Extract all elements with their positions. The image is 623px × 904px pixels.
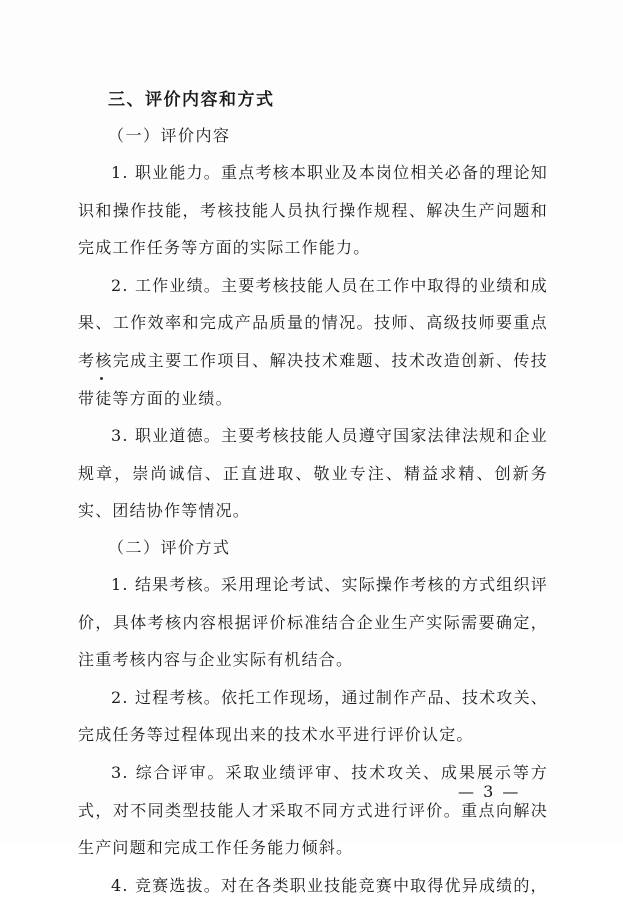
subsection-title-methods: （二）评价方式 [108,537,231,557]
paragraph-comprehensive-review: 3. 综合评审。采取业绩评审、技术攻关、成果展示等方式，对不同类型技能人才采取不同方式进行评价。重点向解决生产问题和完成工作任务能力倾斜。 [78,762,548,858]
paragraph-result-assessment: 1. 结果考核。采用理论考试、实际操作考核的方式组织评价，具体考核内容根据评价标准结合企业生产实际需要确定，注重考核内容与企业实际有机结合。 [78,574,548,670]
page-number: — 3 — [458,782,521,801]
paragraph-professional-ethics: 3. 职业道德。主要考核技能人员遵守国家法律法规和企业规章，崇尚诚信、正直进取、敬业专注、精益求精、创新务实、团结协作等情况。 [78,426,548,521]
document-body [78,82,548,904]
paragraph-competition-selection: 4. 竞赛选拔。对在各类职业技能竞赛中取得优异成绩的， [111,875,548,895]
scan-speck-mark [100,377,103,380]
section-title: 三、评价内容和方式 [108,90,275,110]
paragraph-work-performance: 2. 工作业绩。主要考核技能人员在工作中取得的业绩和成果、工作效率和完成产品质量的情况。技师、高级技师要重点考核完成主要工作项目、解决技术难题、技术改造创新、传技带徒等方面的业绩。 [78,275,548,408]
subsection-title-content: （一）评价内容 [108,126,231,145]
paragraph-vocational-ability: 1. 职业能力。重点考核本职业及本岗位相关必备的理论知识和操作技能，考核技能人员执行操作规程、解决生产问题和完成工作任务等方面的实际工作能力。 [78,163,548,258]
paragraph-process-assessment: 2. 过程考核。依托工作现场，通过制作产品、技术攻关、完成任务等过程体现出来的技术水平进行评价认定。 [78,687,548,745]
